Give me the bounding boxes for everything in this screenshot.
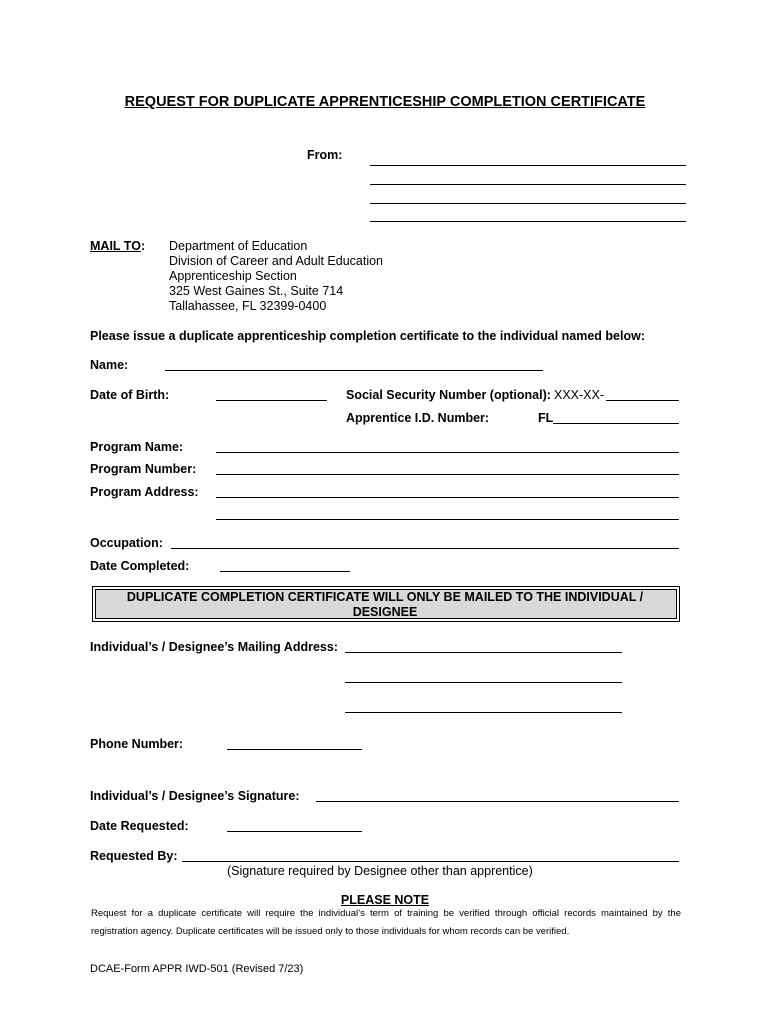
mail-to-line-4: 325 West Gaines St., Suite 714 [169,284,344,298]
program-name-label: Program Name: [90,440,184,454]
from-line-3[interactable] [370,203,686,204]
please-note-line-1: Request for a duplicate certificate will require the individual’s term of training be verified through official records maintained by the [91,908,681,919]
dob-field[interactable] [216,400,327,401]
signature-label: Individual’s / Designee’s Signature: [90,789,300,803]
date-completed-field[interactable] [220,571,350,572]
program-number-field[interactable] [216,474,679,475]
ssn-field[interactable] [606,400,679,401]
mailing-address-label: Individual’s / Designee’s Mailing Address: [90,640,338,654]
mail-to-line-2: Division of Career and Adult Education [169,254,384,268]
program-address-field-1[interactable] [216,497,679,498]
name-label: Name: [90,358,129,372]
date-requested-field[interactable] [227,831,362,832]
apprentice-id-label: Apprentice I.D. Number: [346,411,490,425]
mail-to-label [90,239,145,253]
program-name-field[interactable] [216,452,679,453]
program-address-label: Program Address: [90,485,199,499]
program-address-field-2[interactable] [216,519,679,520]
occupation-label: Occupation: [90,536,163,550]
apprentice-id-field[interactable] [553,423,679,424]
mailing-address-field-1[interactable] [345,652,622,653]
from-label: From: [307,148,343,162]
phone-field[interactable] [227,749,362,750]
form-title: REQUEST FOR DUPLICATE APPRENTICESHIP COMPLETION CERTIFICATE [124,94,646,110]
mail-to-colon: : [140,239,146,253]
fl-prefix: FL [538,411,554,425]
phone-label: Phone Number: [90,737,184,751]
name-field[interactable] [165,370,543,371]
signature-note: (Signature required by Designee other than apprentice) [227,864,533,878]
date-requested-label: Date Requested: [90,819,189,833]
please-note-line-2: registration agency. Duplicate certificates will be issued only to those individuals for whom records can be verified. [91,926,570,937]
form-footer: DCAE-Form APPR IWD-501 (Revised 7/23) [90,963,304,975]
requested-by-label: Requested By: [90,849,178,863]
mailing-address-field-3[interactable] [345,712,622,713]
notice-text: DUPLICATE COMPLETION CERTIFICATE WILL ONLY BE MAILED TO THE INDIVIDUAL / DESIGNEE [126,590,644,619]
dob-label: Date of Birth: [90,388,170,402]
ssn-prefix: XXX-XX- [554,388,605,402]
mail-to-line-3: Apprenticeship Section [169,269,297,283]
ssn-label: Social Security Number (optional): [346,388,551,402]
mail-to-line-1: Department of Education [169,239,308,253]
program-number-label: Program Number: [90,462,197,476]
mail-to-label-text: MAIL TO [90,239,141,253]
from-line-1[interactable] [370,165,686,166]
mail-to-line-5: Tallahassee, FL 32399-0400 [169,299,327,313]
signature-field[interactable] [316,801,679,802]
requested-by-field[interactable] [182,861,679,862]
date-completed-label: Date Completed: [90,559,190,573]
from-line-4[interactable] [370,221,686,222]
from-line-2[interactable] [370,184,686,185]
instruction-text: Please issue a duplicate apprenticeship completion certificate to the individual named below: [90,329,645,343]
occupation-field[interactable] [171,548,679,549]
please-note-heading: PLEASE NOTE [340,893,430,907]
mailing-address-field-2[interactable] [345,682,622,683]
